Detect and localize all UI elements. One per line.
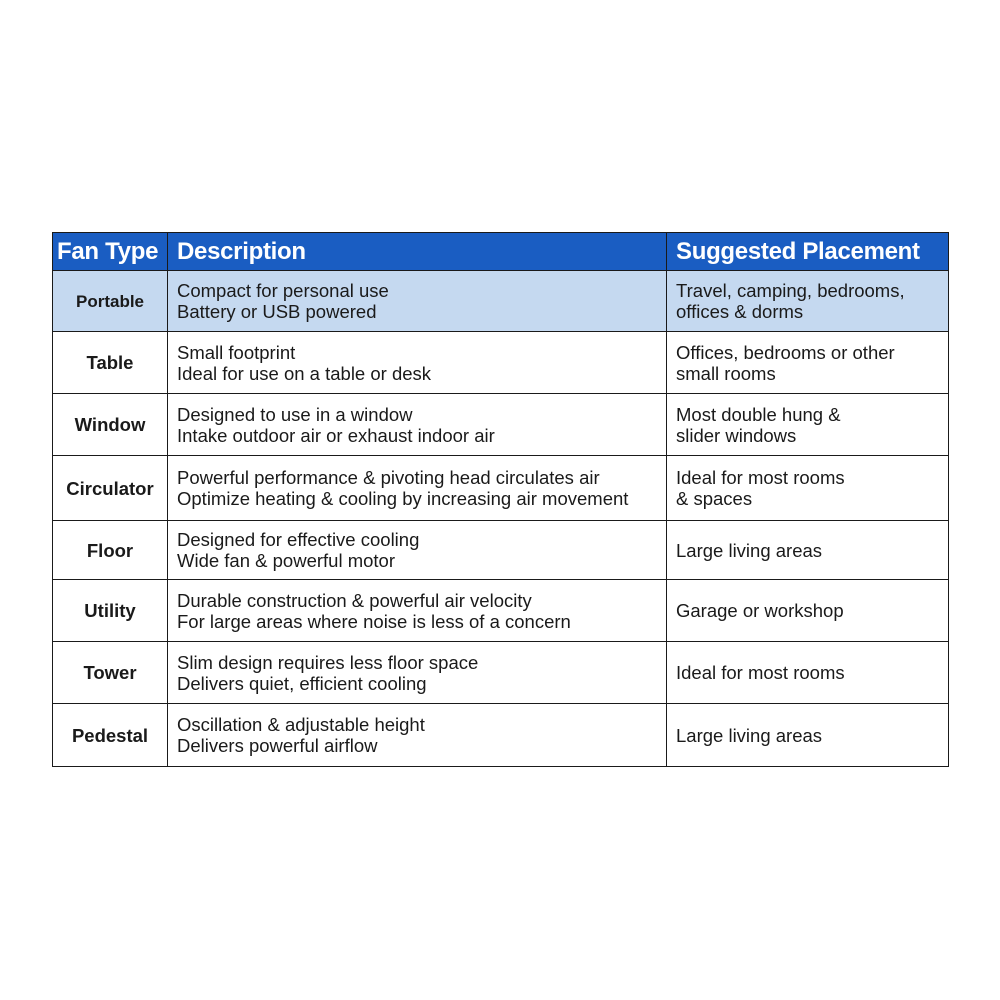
description-line: Durable construction & powerful air velocity bbox=[177, 589, 532, 611]
description-line: Ideal for use on a table or desk bbox=[177, 362, 432, 384]
table-row bbox=[53, 704, 949, 767]
fan-type-cell: Tower bbox=[53, 642, 168, 704]
fan-type-cell: Window bbox=[53, 394, 168, 456]
description-cell bbox=[168, 394, 667, 456]
table-body bbox=[53, 271, 949, 767]
fan-type-cell: Table bbox=[53, 332, 168, 394]
description-line: Optimize heating & cooling by increasing air movement bbox=[177, 488, 629, 509]
fan-type-cell: Portable bbox=[53, 271, 168, 332]
description-line: Slim design requires less floor space bbox=[177, 651, 479, 673]
table-row bbox=[53, 271, 949, 332]
placement-line: Most double hung & bbox=[676, 403, 841, 425]
placement-cell bbox=[667, 704, 949, 767]
description-line: Small footprint bbox=[177, 341, 296, 363]
placement-cell bbox=[667, 394, 949, 456]
description-cell bbox=[168, 704, 667, 767]
description-line: Designed for effective cooling bbox=[177, 529, 420, 550]
header-fan-type: Fan Type bbox=[53, 233, 168, 271]
fan-type-cell: Floor bbox=[53, 521, 168, 580]
fan-type-cell: Circulator bbox=[53, 456, 168, 521]
table-row bbox=[53, 456, 949, 521]
description-line: Compact for personal use bbox=[177, 280, 389, 301]
description-cell bbox=[168, 271, 667, 332]
description-line: Oscillation & adjustable height bbox=[177, 714, 425, 735]
description-line: Battery or USB powered bbox=[177, 301, 377, 322]
fan-type-cell: Utility bbox=[53, 580, 168, 642]
placement-line: Offices, bedrooms or other bbox=[676, 341, 895, 363]
table-row bbox=[53, 580, 949, 642]
description-cell bbox=[168, 580, 667, 642]
placement-line: & spaces bbox=[676, 488, 753, 509]
fan-type-table bbox=[52, 232, 949, 767]
header-suggested-placement: Suggested Placement bbox=[667, 233, 949, 271]
description-cell bbox=[168, 456, 667, 521]
description-line: For large areas where noise is less of a concern bbox=[177, 610, 571, 632]
table-row bbox=[53, 394, 949, 456]
table-row bbox=[53, 642, 949, 704]
placement-line: small rooms bbox=[676, 362, 776, 384]
fan-type-table-container bbox=[52, 232, 948, 767]
placement-line: Large living areas bbox=[676, 539, 823, 561]
placement-line: Ideal for most rooms bbox=[676, 467, 845, 488]
placement-cell bbox=[667, 642, 949, 704]
header-description: Description bbox=[168, 233, 667, 271]
description-cell bbox=[168, 332, 667, 394]
placement-line: Travel, camping, bedrooms, bbox=[676, 280, 905, 301]
placement-cell bbox=[667, 521, 949, 580]
description-line: Intake outdoor air or exhaust indoor air bbox=[177, 424, 495, 446]
table-row bbox=[53, 332, 949, 394]
placement-line: Large living areas bbox=[676, 724, 823, 746]
placement-cell bbox=[667, 271, 949, 332]
placement-line: slider windows bbox=[676, 424, 797, 446]
placement-cell bbox=[667, 580, 949, 642]
placement-line: offices & dorms bbox=[676, 301, 804, 322]
description-line: Designed to use in a window bbox=[177, 403, 413, 425]
description-cell bbox=[168, 521, 667, 580]
description-line: Delivers powerful airflow bbox=[177, 735, 378, 756]
fan-type-cell: Pedestal bbox=[53, 704, 168, 767]
placement-line: Garage or workshop bbox=[676, 600, 844, 621]
placement-cell bbox=[667, 456, 949, 521]
table-row bbox=[53, 521, 949, 580]
placement-line: Ideal for most rooms bbox=[676, 662, 845, 683]
placement-cell bbox=[667, 332, 949, 394]
description-line: Wide fan & powerful motor bbox=[177, 550, 395, 571]
table-header-row bbox=[53, 233, 949, 271]
description-cell bbox=[168, 642, 667, 704]
description-line: Powerful performance & pivoting head circulates air bbox=[177, 467, 600, 488]
description-line: Delivers quiet, efficient cooling bbox=[177, 672, 427, 694]
